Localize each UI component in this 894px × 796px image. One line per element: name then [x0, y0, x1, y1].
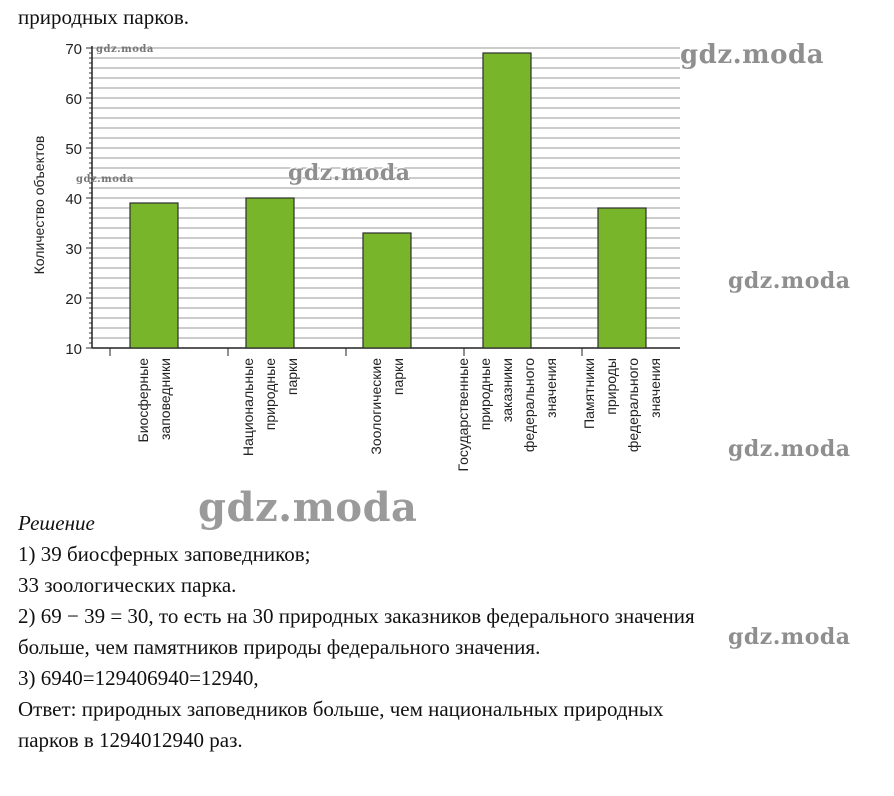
- y-tick-label: 10: [65, 341, 82, 358]
- intro-text: природных парков.: [18, 5, 190, 29]
- x-category-label: природные: [262, 358, 278, 431]
- x-category-label: природы: [603, 358, 619, 415]
- bar: [130, 203, 178, 348]
- y-tick-label: 70: [65, 41, 82, 58]
- x-category-label: Памятники: [581, 358, 597, 429]
- solution-line-6: Ответ: природных заповедников больше, чем национальных природных: [18, 697, 664, 721]
- watermark-small-2: gdz.moda: [76, 174, 134, 185]
- watermark-right-low: gdz.moda: [728, 436, 851, 462]
- solution-line-1: 1) 39 биосферных заповедников;: [18, 542, 311, 566]
- x-category-label: природные: [477, 358, 493, 431]
- bar: [246, 198, 294, 348]
- x-category-label: Государственные: [455, 358, 471, 472]
- x-category-label: значения: [543, 358, 559, 418]
- watermark-right-mid: gdz.moda: [728, 268, 851, 294]
- solution-line-3: 2) 69 − 39 = 30, то есть на 30 природных заказников федерального значения: [18, 604, 695, 628]
- x-category-label: парки: [284, 358, 300, 396]
- solution-line-4: больше, чем памятников природы федерального значения.: [18, 635, 541, 659]
- y-tick-label: 20: [65, 291, 82, 308]
- y-tick-label: 50: [65, 141, 82, 158]
- y-tick-label: 30: [65, 241, 82, 258]
- x-category-label: Биосферные: [135, 358, 151, 443]
- bar: [363, 233, 411, 348]
- watermark-large: gdz.moda: [198, 484, 418, 531]
- watermark-small-1: gdz.moda: [96, 44, 154, 55]
- x-category-label: парки: [390, 358, 406, 396]
- bar: [483, 53, 531, 348]
- watermark-top-right: gdz.moda: [680, 40, 825, 70]
- bar: [598, 208, 646, 348]
- y-tick-label: 60: [65, 91, 82, 108]
- x-category-label: Зоологические: [368, 358, 384, 455]
- solution-line-7: парков в 1294012940 раз.: [18, 728, 243, 752]
- y-tick-label: 40: [65, 191, 82, 208]
- watermark-center: gdz.moda: [288, 160, 411, 186]
- x-category-label: федерального: [625, 358, 641, 453]
- x-category-label: значения: [647, 358, 663, 418]
- x-category-label: федерального: [521, 358, 537, 453]
- y-axis-label: Количество объектов: [31, 135, 47, 275]
- x-category-label: Национальные: [240, 358, 256, 457]
- solution-title: Решение: [18, 511, 95, 535]
- solution-line-5: 3) 6940=129406940=12940,: [18, 666, 259, 690]
- solution-line-2: 33 зоологических парка.: [18, 573, 237, 597]
- watermark-bottom-right: gdz.moda: [728, 624, 851, 650]
- x-category-label: заказники: [499, 358, 515, 423]
- x-category-label: заповедники: [157, 358, 173, 440]
